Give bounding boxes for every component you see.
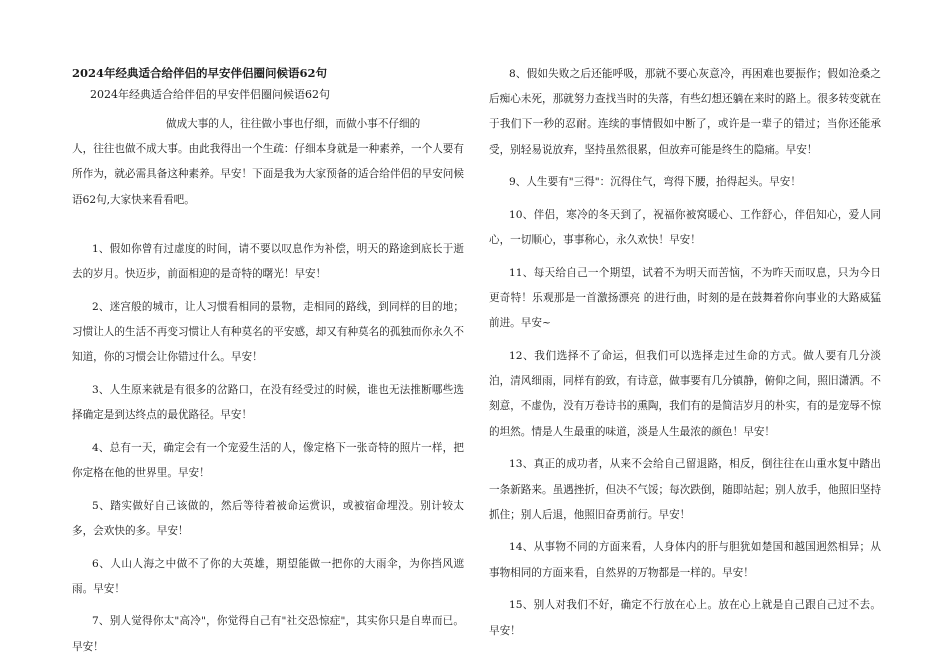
right-column (489, 62, 881, 651)
list-item: 11、每天给自己一个期望，试着不为明天而苦恼，不为昨天而叹息，只为今日更奇特！乐观那是一首激扬漂亮 的进行曲，时刻的是在鼓舞着你向事业的大路威猛前进。早安~ (489, 266, 881, 330)
list-item: 12、我们选择不了命运，但我们可以选择走过生命的方式。做人要有几分淡泊，清风细雨，同样有韵致，有诗意，做事要有几分镇静，俯仰之间，照旧潇洒。不刻意，不虚伪，没有万卷诗书的熏陶，我们有的是简洁岁月的朴实，有的是宠辱不惊的坦然。情是人生最重的味道，淡是人生最浓的颜色！早安！ (489, 350, 881, 438)
list-item: 7、别人觉得你太"高冷"，你觉得自己有"社交恐惊症"，其实你只是自卑而已。早安！ (72, 615, 464, 653)
list-item: 6、人山人海之中做不了你的大英雄，期望能做一把你的大雨伞，为你挡风遮雨。早安！ (72, 557, 464, 595)
intro-lead-line: 做成大事的人，往往做小事也仔细，而做小事不仔细的 (166, 118, 421, 130)
list-item: 8、假如失败之后还能呼吸，那就不要心灰意冷，再困难也要振作；假如沧桑之后痴心未死，那就努力查找当时的失落，有些幻想还躺在来时的路上。很多转变就在于我们下一秒的忍耐。连续的事情假如中断了，或许是一辈子的错过；当你还能承受，别轻易说放弃，坚持虽然很累，但放弃可能是终生的隐痛。早安！ (489, 68, 881, 156)
list-item: 15、别人对我们不好，确定不行放在心上。放在心上就是自己跟自己过不去。早安！ (489, 599, 881, 637)
list-item: 2、迷宫般的城市，让人习惯看相同的景物，走相同的路线，到同样的目的地；习惯让人的生活不再变习惯让人有种莫名的平安感，却又有种莫名的孤独而你永久不知道，你的习惯会让你错过什么。早安！ (72, 300, 464, 364)
spacer (72, 213, 464, 237)
list-item: 3、人生原来就是有很多的岔路口，在没有经受过的时候，谁也无法推断哪些选择确定是到达终点的最优路径。早安！ (72, 383, 464, 422)
list-item: 5、踏实做好自己该做的，然后等待着被命运赏识，或被宿命埋没。别计较太多，会欢快的多。早安！ (72, 499, 464, 537)
intro-paragraph (72, 112, 464, 213)
document-subtitle: 2024年经典适合给伴侣的早安伴侣圈问候语62句 (90, 88, 330, 101)
list-item: 4、总有一天，确定会有一个宠爱生活的人，像定格下一张奇特的照片一样，把你定格在他的世界里。早安！ (72, 441, 464, 479)
intro-text: 人，往往也做不成大事。由此我得出一个生疏：仔细本身就是一种素养，一个人要有所作为，就必需具备这种素养。早安！下面是我为大家预备的适合给伴侣的早安问候语62句,大家快来看看吧。 (72, 143, 464, 206)
list-item: 10、伴侣，寒冷的冬天到了，祝福你被窝暖心、工作舒心，伴侣知心，爱人同心，一切顺心，事事称心，永久欢快！早安！ (489, 209, 881, 247)
document-title: 2024年经典适合给伴侣的早安伴侣圈问候语62句 (72, 66, 328, 80)
list-item: 13、真正的成功者，从来不会给自己留退路，相反，倒往往在山重水复中踏出一条新路来。虽遇挫折，但决不气馁；每次跌倒，随即站起；别人放手，他照旧坚持抓住；别人后退，他照旧奋勇前行。早安！ (489, 458, 881, 521)
list-item: 1、假如你曾有过虚度的时间，请不要以叹息作为补偿，明天的路途到底长于逝去的岁月。快迈步，前面相迎的是奇特的曙光！早安！ (72, 242, 464, 281)
left-column (72, 62, 464, 667)
list-item: 14、从事物不同的方面来看，人身体内的肝与胆犹如楚国和越国迥然相异；从事物相同的方面来看，自然界的万物都是一样的。早安！ (489, 541, 881, 579)
list-item: 9、人生要有"三得"：沉得住气，弯得下腰，抬得起头。早安！ (509, 176, 801, 189)
